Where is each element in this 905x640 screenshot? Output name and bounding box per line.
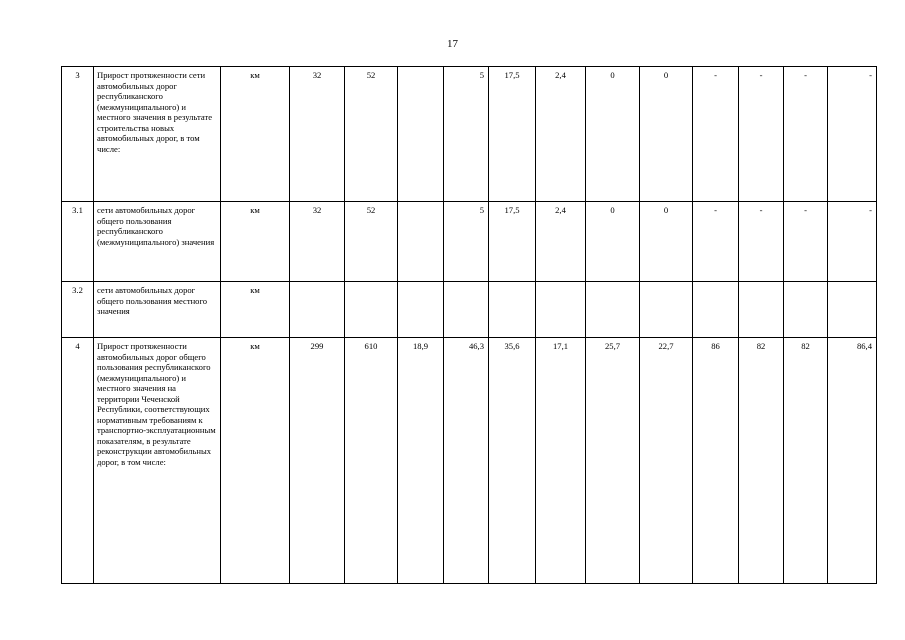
value-cell bbox=[640, 282, 693, 338]
value-cell bbox=[489, 282, 536, 338]
row-unit: км bbox=[221, 282, 290, 338]
value-cell: 0 bbox=[640, 202, 693, 282]
value-cell: 18,9 bbox=[398, 338, 444, 584]
value-cell: - bbox=[784, 202, 828, 282]
value-cell: 0 bbox=[586, 202, 640, 282]
value-cell: 52 bbox=[345, 202, 398, 282]
value-cell bbox=[290, 282, 345, 338]
value-cell: 299 bbox=[290, 338, 345, 584]
value-cell bbox=[444, 282, 489, 338]
value-cell: - bbox=[693, 202, 739, 282]
value-cell: 22,7 bbox=[640, 338, 693, 584]
row-number: 3.1 bbox=[62, 202, 94, 282]
value-cell: 610 bbox=[345, 338, 398, 584]
value-cell: 32 bbox=[290, 202, 345, 282]
row-number: 3 bbox=[62, 67, 94, 202]
value-cell: - bbox=[739, 67, 784, 202]
value-cell bbox=[693, 282, 739, 338]
row-description: сети автомобильных дорог общего пользования республиканского (межмуниципального) значения bbox=[94, 202, 221, 282]
row-unit: км bbox=[221, 338, 290, 584]
value-cell bbox=[828, 282, 877, 338]
value-cell: - bbox=[739, 202, 784, 282]
table-row bbox=[62, 202, 877, 282]
value-cell: 46,3 bbox=[444, 338, 489, 584]
value-cell: 17,1 bbox=[536, 338, 586, 584]
row-description: сети автомобильных дорог общего пользования местного значения bbox=[94, 282, 221, 338]
value-cell: 86,4 bbox=[828, 338, 877, 584]
value-cell: 17,5 bbox=[489, 67, 536, 202]
value-cell: 5 bbox=[444, 202, 489, 282]
value-cell bbox=[739, 282, 784, 338]
value-cell: 25,7 bbox=[586, 338, 640, 584]
row-number: 3.2 bbox=[62, 282, 94, 338]
value-cell bbox=[586, 282, 640, 338]
value-cell: 2,4 bbox=[536, 202, 586, 282]
value-cell: 17,5 bbox=[489, 202, 536, 282]
table-row bbox=[62, 67, 877, 202]
row-description: Прирост протяженности автомобильных дорог общего пользования республиканского (межмуниципального) и местного значения на территории Чеченской Республики, соответствующих нормативным требованиям к транспортно-эксплуатационным показателям, в результате реконструкции автомобильных дорог, в том числе: bbox=[94, 338, 221, 584]
value-cell: 2,4 bbox=[536, 67, 586, 202]
value-cell: 35,6 bbox=[489, 338, 536, 584]
value-cell: 32 bbox=[290, 67, 345, 202]
value-cell bbox=[398, 67, 444, 202]
value-cell bbox=[398, 202, 444, 282]
value-cell: 82 bbox=[784, 338, 828, 584]
value-cell bbox=[398, 282, 444, 338]
value-cell: - bbox=[693, 67, 739, 202]
value-cell: - bbox=[784, 67, 828, 202]
row-number: 4 bbox=[62, 338, 94, 584]
row-description: Прирост протяженности сети автомобильных дорог республиканского (межмуниципального) и местного значения в результате строительства новых автомобильных дорог, в том числе: bbox=[94, 67, 221, 202]
value-cell: 86 bbox=[693, 338, 739, 584]
row-unit: км bbox=[221, 67, 290, 202]
row-unit: км bbox=[221, 202, 290, 282]
value-cell: 0 bbox=[586, 67, 640, 202]
value-cell: 0 bbox=[640, 67, 693, 202]
value-cell: 52 bbox=[345, 67, 398, 202]
table-row bbox=[62, 338, 877, 584]
value-cell: 5 bbox=[444, 67, 489, 202]
value-cell bbox=[536, 282, 586, 338]
indicators-table bbox=[61, 66, 877, 584]
value-cell: - bbox=[828, 67, 877, 202]
page-number: 17 bbox=[447, 38, 458, 50]
value-cell bbox=[345, 282, 398, 338]
table-row bbox=[62, 282, 877, 338]
value-cell bbox=[784, 282, 828, 338]
value-cell: - bbox=[828, 202, 877, 282]
value-cell: 82 bbox=[739, 338, 784, 584]
